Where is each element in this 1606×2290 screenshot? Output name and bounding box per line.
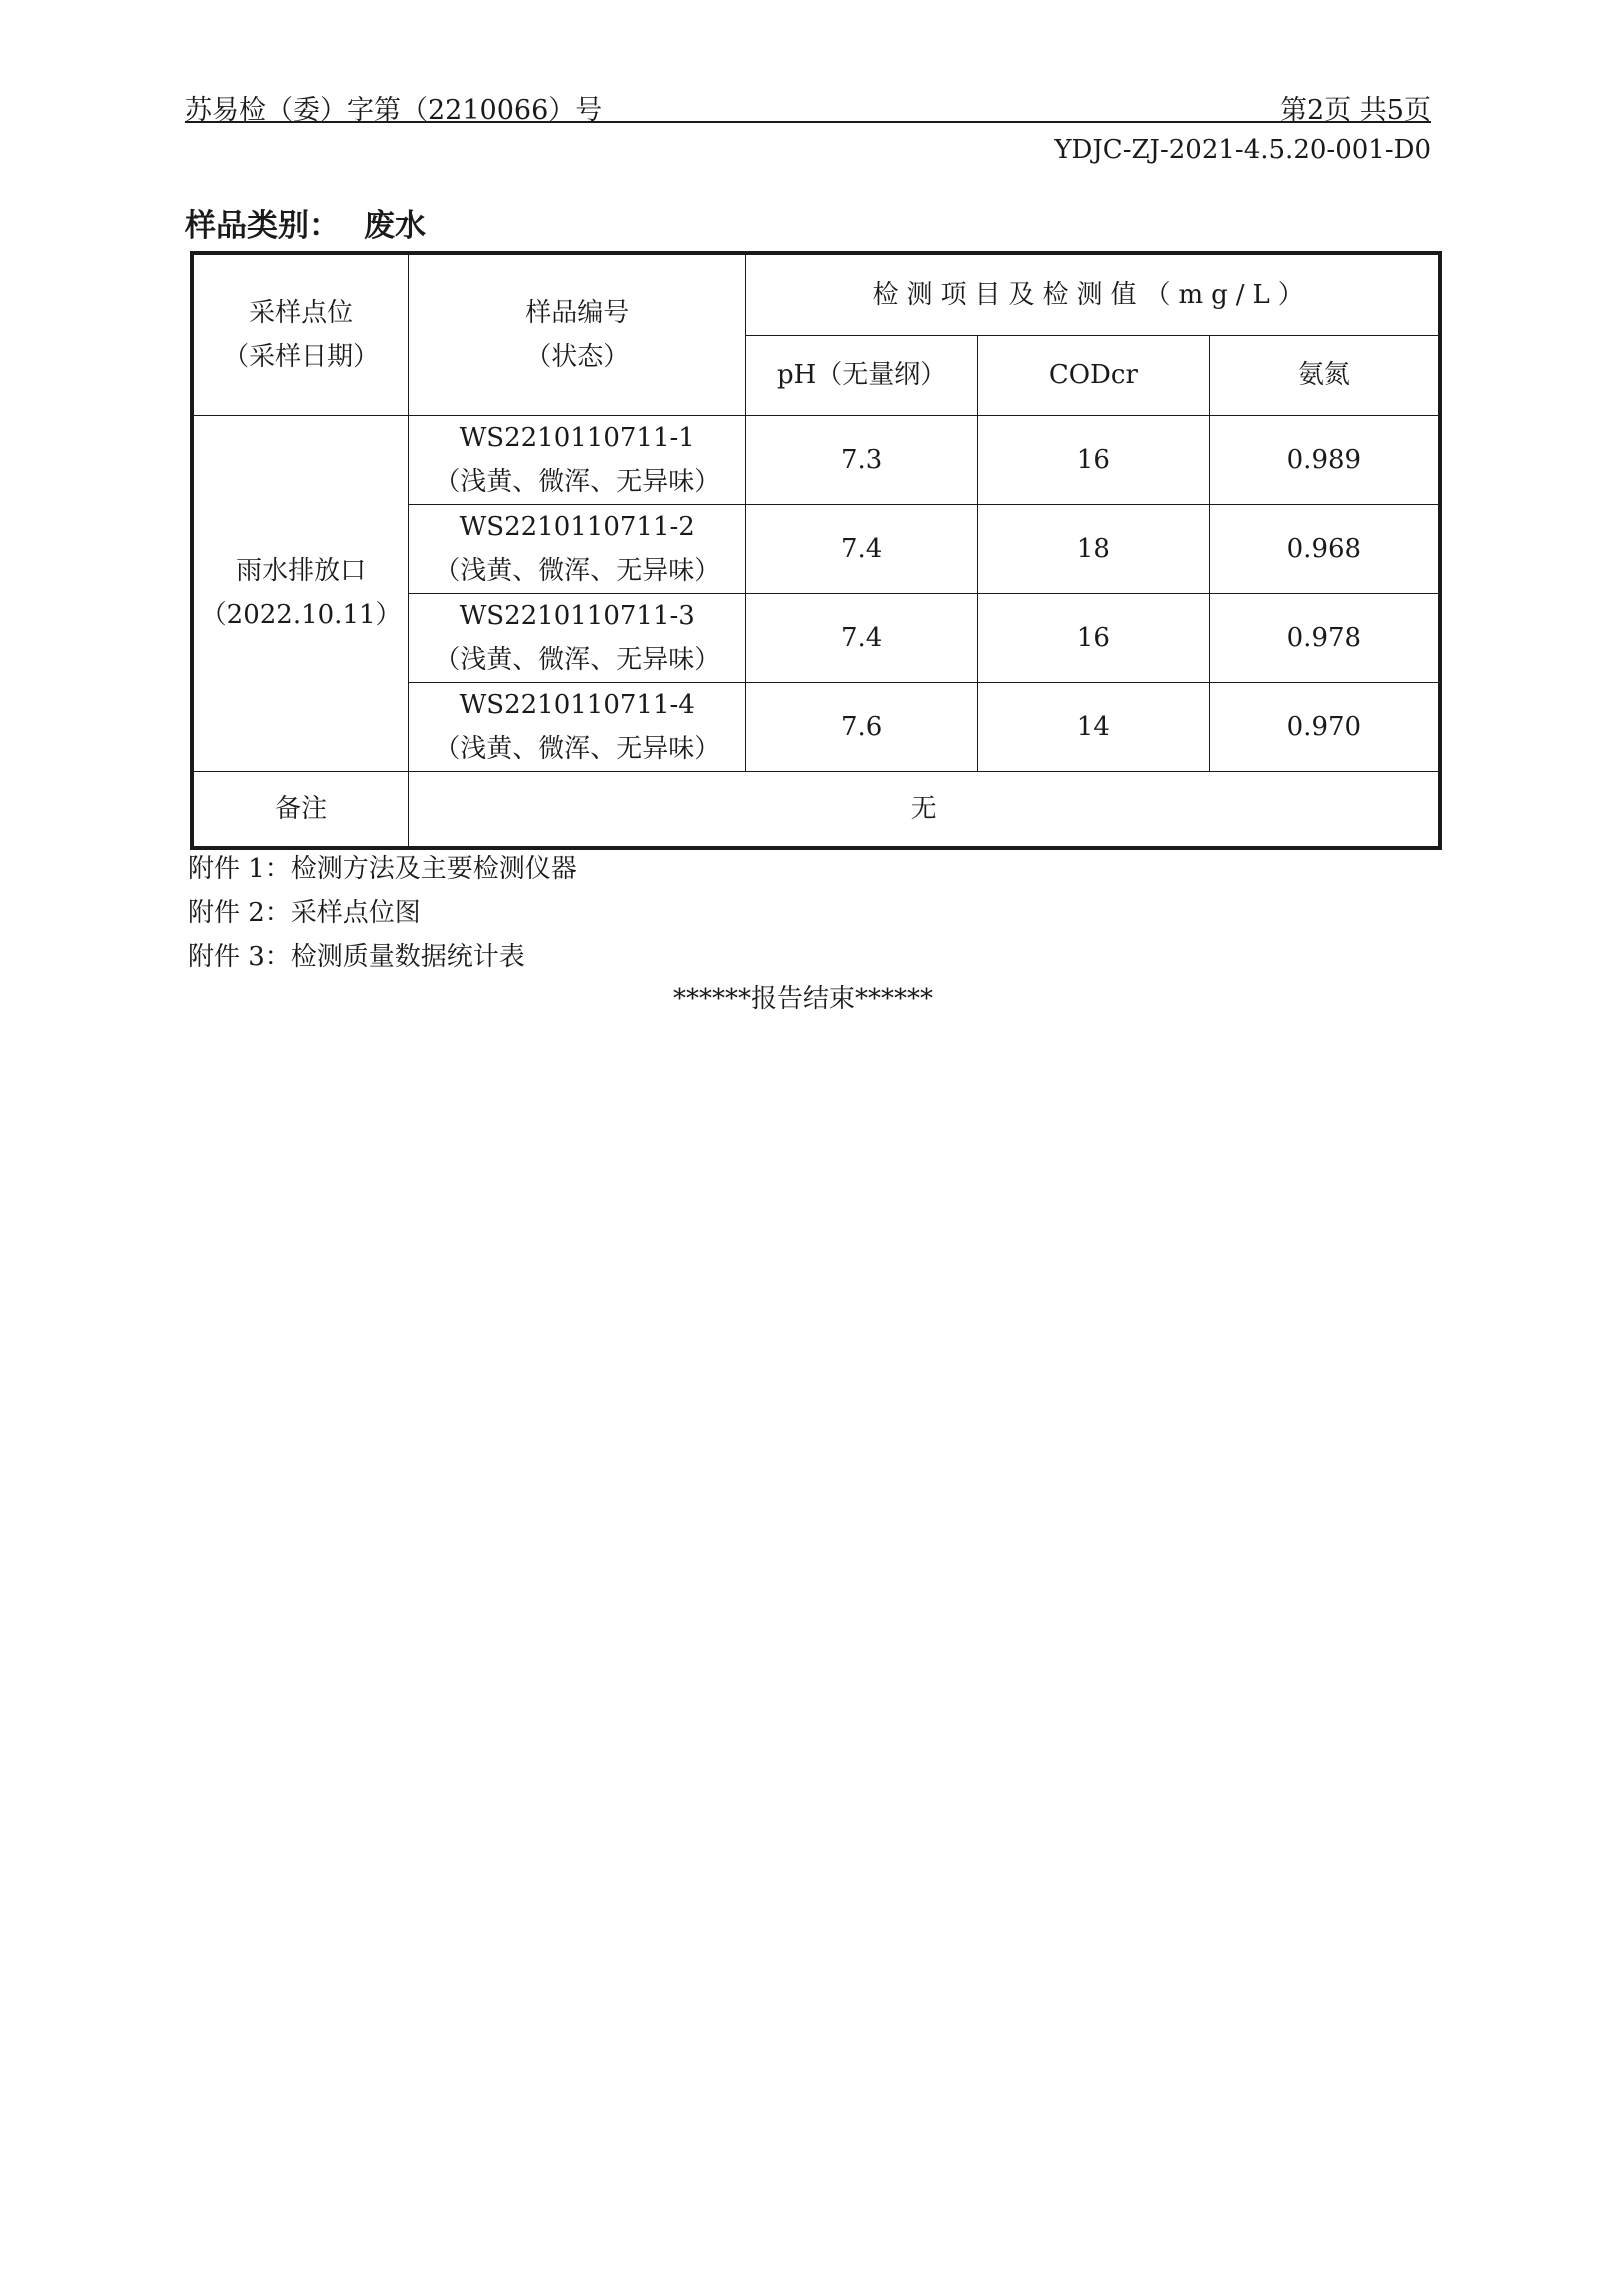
sample-category-value: 废水 [364, 208, 426, 244]
report-end-mark: ******报告结束****** [672, 984, 933, 1014]
sample-state: （浅黄、微浑、无异味） [434, 466, 721, 497]
header-items-group: 检测项目及检测值（mg/L） [746, 253, 1440, 335]
ph-value: 7.6 [746, 682, 978, 771]
attachment-3: 附件 3：检测质量数据统计表 [188, 942, 525, 972]
cod-value: 14 [977, 682, 1209, 771]
ammonia-value: 0.989 [1209, 415, 1440, 504]
attachment-1: 附件 1：检测方法及主要检测仪器 [188, 854, 577, 884]
sample-id: WS2210110711-4 [459, 689, 695, 720]
results-table [190, 251, 1442, 850]
header-cod: CODcr [977, 335, 1209, 415]
sample-cell [409, 682, 746, 771]
cod-value: 16 [977, 593, 1209, 682]
table-header-row [192, 253, 1440, 335]
site-cell [192, 415, 409, 771]
cod-value: 16 [977, 415, 1209, 504]
sample-cell [409, 504, 746, 593]
ammonia-value: 0.978 [1209, 593, 1440, 682]
sample-cell [409, 593, 746, 682]
sample-state: （浅黄、微浑、无异味） [434, 555, 721, 586]
site-date: （2022.10.11） [200, 600, 402, 630]
report-number: 苏易检（委）字第（2210066）号 [185, 95, 603, 126]
ammonia-value: 0.968 [1209, 504, 1440, 593]
header-ammonia: 氨氮 [1209, 335, 1440, 415]
sample-id: WS2210110711-1 [459, 422, 695, 453]
document-code: YDJC-ZJ-2021-4.5.20-001-D0 [1054, 135, 1431, 165]
table-row [192, 415, 1440, 504]
note-label: 备注 [192, 771, 409, 848]
cod-value: 18 [977, 504, 1209, 593]
sample-id: WS2210110711-2 [459, 511, 695, 542]
ammonia-value: 0.970 [1209, 682, 1440, 771]
attachment-2: 附件 2：采样点位图 [188, 898, 421, 928]
sample-id: WS2210110711-3 [459, 600, 695, 631]
ph-value: 7.4 [746, 593, 978, 682]
sample-cell [409, 415, 746, 504]
header-ph: pH（无量纲） [746, 335, 978, 415]
header-sample-cell [409, 253, 746, 415]
page-info: 第2页 共5页 [1280, 95, 1431, 126]
header-site: 采样点位 [249, 297, 354, 328]
header-sample-state: （状态） [525, 341, 630, 372]
site-name: 雨水排放口 [236, 556, 367, 586]
sample-state: （浅黄、微浑、无异味） [434, 733, 721, 764]
note-row [192, 771, 1440, 848]
header-sample-no: 样品编号 [525, 297, 630, 328]
header-site-date: （采样日期） [223, 341, 380, 372]
sample-category-label: 样品类别： [185, 208, 340, 244]
header-divider [185, 121, 1431, 123]
header-site-cell [192, 253, 409, 415]
ph-value: 7.3 [746, 415, 978, 504]
sample-category [185, 200, 426, 245]
note-value: 无 [409, 771, 1440, 848]
sample-state: （浅黄、微浑、无异味） [434, 644, 721, 675]
ph-value: 7.4 [746, 504, 978, 593]
